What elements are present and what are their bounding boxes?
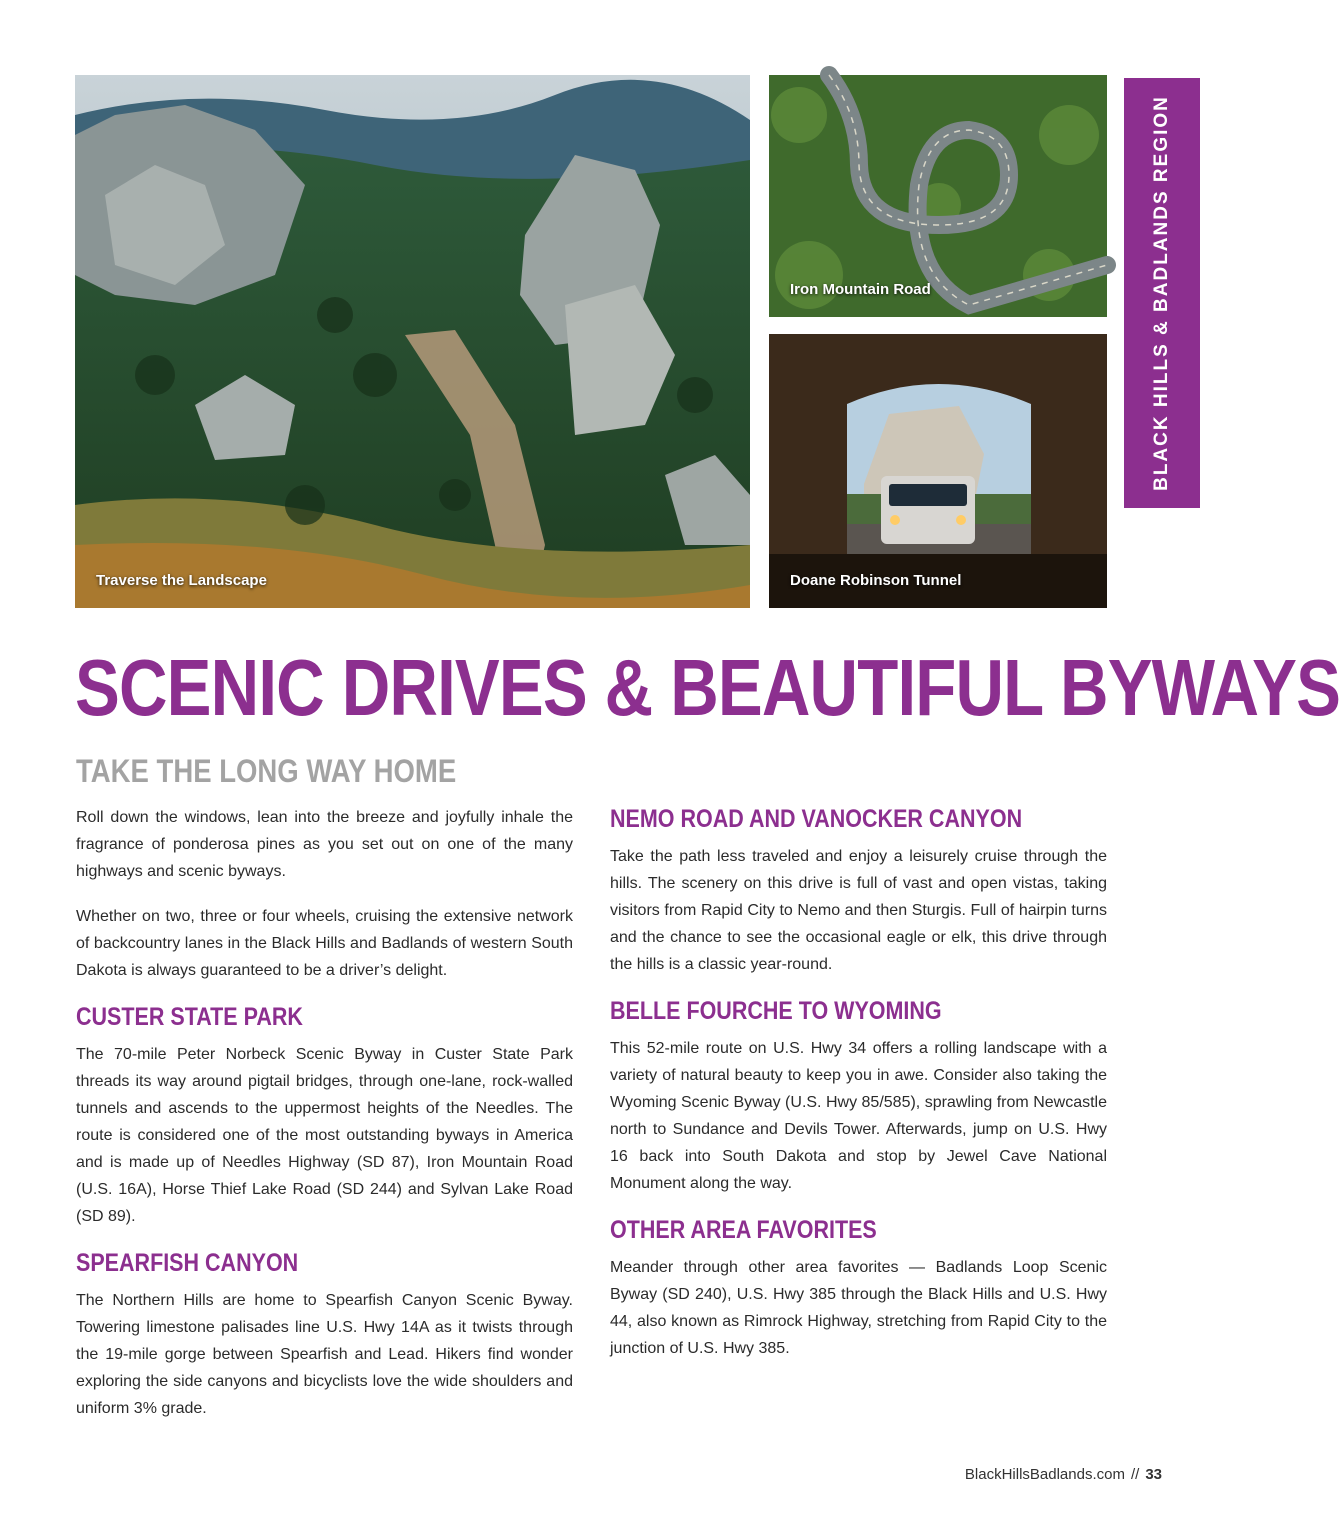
- section-heading-custer-state-park: CUSTER STATE PARK: [76, 1003, 303, 1031]
- section-body-belle-fourche: This 52-mile route on U.S. Hwy 34 offers a rolling landscape with a variety of natural beauty to keep you in awe. Consider also taking the Wyoming Scenic Byway (U.S. Hwy 85/585), sprawling from Newcastle north to Sundance and Devils Tower. Afterwards, jump on U.S. Hwy 16 back into South Dakota and stop by Jewel Cave National Monument along the way.: [610, 1040, 1107, 1192]
- page-footer: [965, 1466, 1162, 1483]
- page-title: SCENIC DRIVES & BEAUTIFUL BYWAYS: [75, 643, 1340, 732]
- page-number: 33: [1145, 1466, 1162, 1483]
- photo-caption: Traverse the Landscape: [96, 572, 267, 589]
- region-tab-label: BLACK HILLS & BADLANDS REGION: [1151, 95, 1172, 491]
- footer-separator: //: [1130, 1466, 1140, 1483]
- left-column: [76, 804, 573, 1422]
- section-heading-belle-fourche: BELLE FOURCHE TO WYOMING: [610, 997, 942, 1025]
- tunnel-photo: [769, 334, 1107, 608]
- section-body-custer-state-park: The 70-mile Peter Norbeck Scenic Byway in Custer State Park threads its way around pigtail bridges, through one-lane, rock-walled tunnels and ascends to the uppermost heights of the Needles. The route is considered one of the most outstanding byways in America and is made up of Needles Highway (SD 87), Iron Mountain Road (U.S. 16A), Horse Thief Lake Road (SD 244) and Sylvan Lake Road (SD 89).: [76, 1046, 573, 1225]
- right-column: [610, 804, 1107, 1362]
- website-link[interactable]: BlackHillsBadlands.com: [964, 1466, 1125, 1483]
- page-subtitle: TAKE THE LONG WAY HOME: [76, 753, 457, 789]
- photo-caption: Iron Mountain Road: [790, 281, 931, 298]
- section-heading-spearfish-canyon: SPEARFISH CANYON: [76, 1249, 299, 1277]
- section-body-other-favorites: Meander through other area favorites — Badlands Loop Scenic Byway (SD 240), U.S. Hwy 385 through the Black Hills and U.S. Hwy 44, also known as Rimrock Highway, stretching from Rapid City to the junction of U.S. Hwy 385.: [610, 1259, 1107, 1357]
- iron-mountain-road-photo: [769, 75, 1107, 317]
- intro-paragraph: Whether on two, three or four wheels, cruising the extensive network of backcountry lanes in the Black Hills and Badlands of western South Dakota is always guaranteed to be a driver’s delight.: [76, 908, 573, 979]
- region-tab: [1124, 78, 1200, 508]
- section-body-spearfish-canyon: The Northern Hills are home to Spearfish Canyon Scenic Byway. Towering limestone palisades line U.S. Hwy 14A as it twists through the 19-mile gorge between Spearfish and Lead. Hikers find wonder exploring the side canyons and bicyclists love the wide shoulders and uniform 3% grade.: [76, 1292, 573, 1417]
- section-heading-other-favorites: OTHER AREA FAVORITES: [610, 1216, 877, 1244]
- photo-caption: Doane Robinson Tunnel: [790, 572, 962, 589]
- intro-paragraph: Roll down the windows, lean into the breeze and joyfully inhale the fragrance of ponderosa pines as you set out on one of the many highways and scenic byways.: [76, 809, 573, 880]
- section-body-nemo-road: Take the path less traveled and enjoy a leisurely cruise through the hills. The scenery on this drive is full of vast and open vistas, taking visitors from Rapid City to Nemo and then Sturgis. Full of hairpin turns and the chance to see the occasional eagle or elk, this drive through the hills is a classic year-round.: [610, 848, 1107, 973]
- section-heading-nemo-road: NEMO ROAD AND VANOCKER CANYON: [610, 805, 1023, 833]
- landscape-photo: [75, 75, 750, 608]
